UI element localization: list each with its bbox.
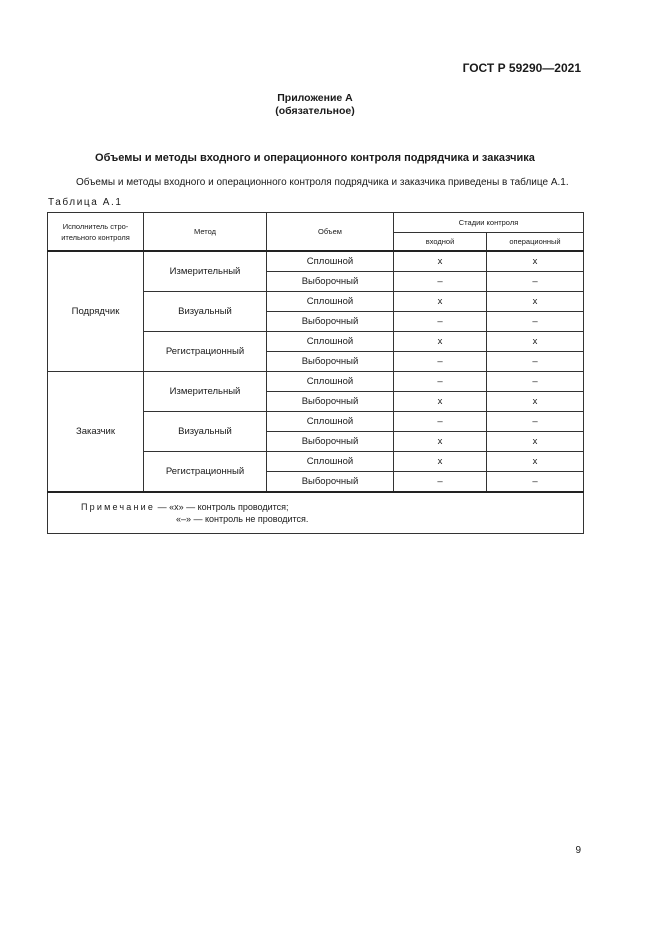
table-row [48,251,584,272]
header-operational: операционный [487,233,584,252]
operational-cell: – [487,312,584,332]
volume-cell: Выборочный [267,392,394,412]
volume-cell: Выборочный [267,352,394,372]
method-cell: Регистрационный [144,452,267,493]
table-caption: Таблица А.1 [48,197,123,208]
table-row [48,372,584,392]
volume-cell: Выборочный [267,432,394,452]
method-cell: Визуальный [144,292,267,332]
header-volume: Объем [267,213,394,252]
operational-cell: x [487,332,584,352]
incoming-cell: x [394,332,487,352]
volume-cell: Сплошной [267,372,394,392]
table-note [48,492,584,534]
executor-cell: Подрядчик [48,251,144,372]
method-cell: Визуальный [144,412,267,452]
incoming-cell: – [394,412,487,432]
volume-cell: Сплошной [267,452,394,472]
executor-cell: Заказчик [48,372,144,493]
incoming-cell: x [394,392,487,412]
volume-cell: Сплошной [267,412,394,432]
appendix-type: (обязательное) [275,105,355,117]
standard-number: ГОСТ Р 59290—2021 [462,61,581,75]
page-number: 9 [575,845,581,856]
operational-cell: x [487,432,584,452]
method-cell: Регистрационный [144,332,267,372]
incoming-cell: – [394,472,487,493]
method-cell: Измерительный [144,372,267,412]
operational-cell: – [487,372,584,392]
incoming-cell: – [394,372,487,392]
method-cell: Измерительный [144,251,267,292]
operational-cell: x [487,251,584,272]
section-heading: Объемы и методы входного и операционного контроля подрядчика и заказчика [95,152,535,164]
incoming-cell: x [394,251,487,272]
incoming-cell: x [394,292,487,312]
incoming-cell: – [394,272,487,292]
operational-cell: – [487,272,584,292]
header-incoming: входной [394,233,487,252]
control-table [47,212,584,534]
operational-cell: x [487,292,584,312]
appendix-heading [0,92,630,118]
volume-cell: Сплошной [267,332,394,352]
volume-cell: Сплошной [267,251,394,272]
note-line1: — «x» — контроль проводится; [155,502,289,512]
operational-cell: x [487,452,584,472]
operational-cell: – [487,412,584,432]
header-stages: Стадии контроля [394,213,584,233]
incoming-cell: x [394,432,487,452]
incoming-cell: – [394,352,487,372]
operational-cell: – [487,352,584,372]
note-line2: «–» — контроль не проводится. [176,514,309,524]
incoming-cell: x [394,452,487,472]
operational-cell: x [487,392,584,412]
volume-cell: Выборочный [267,312,394,332]
volume-cell: Выборочный [267,272,394,292]
appendix-title: Приложение А [277,92,353,104]
incoming-cell: – [394,312,487,332]
header-method: Метод [144,213,267,252]
volume-cell: Выборочный [267,472,394,493]
operational-cell: – [487,472,584,493]
note-label: Примечание [81,502,156,512]
header-executor: Исполнитель стро- ительного контроля [48,213,144,252]
intro-paragraph: Объемы и методы входного и операционного контроля подрядчика и заказчика приведены в таблице А.1. [76,177,569,188]
volume-cell: Сплошной [267,292,394,312]
